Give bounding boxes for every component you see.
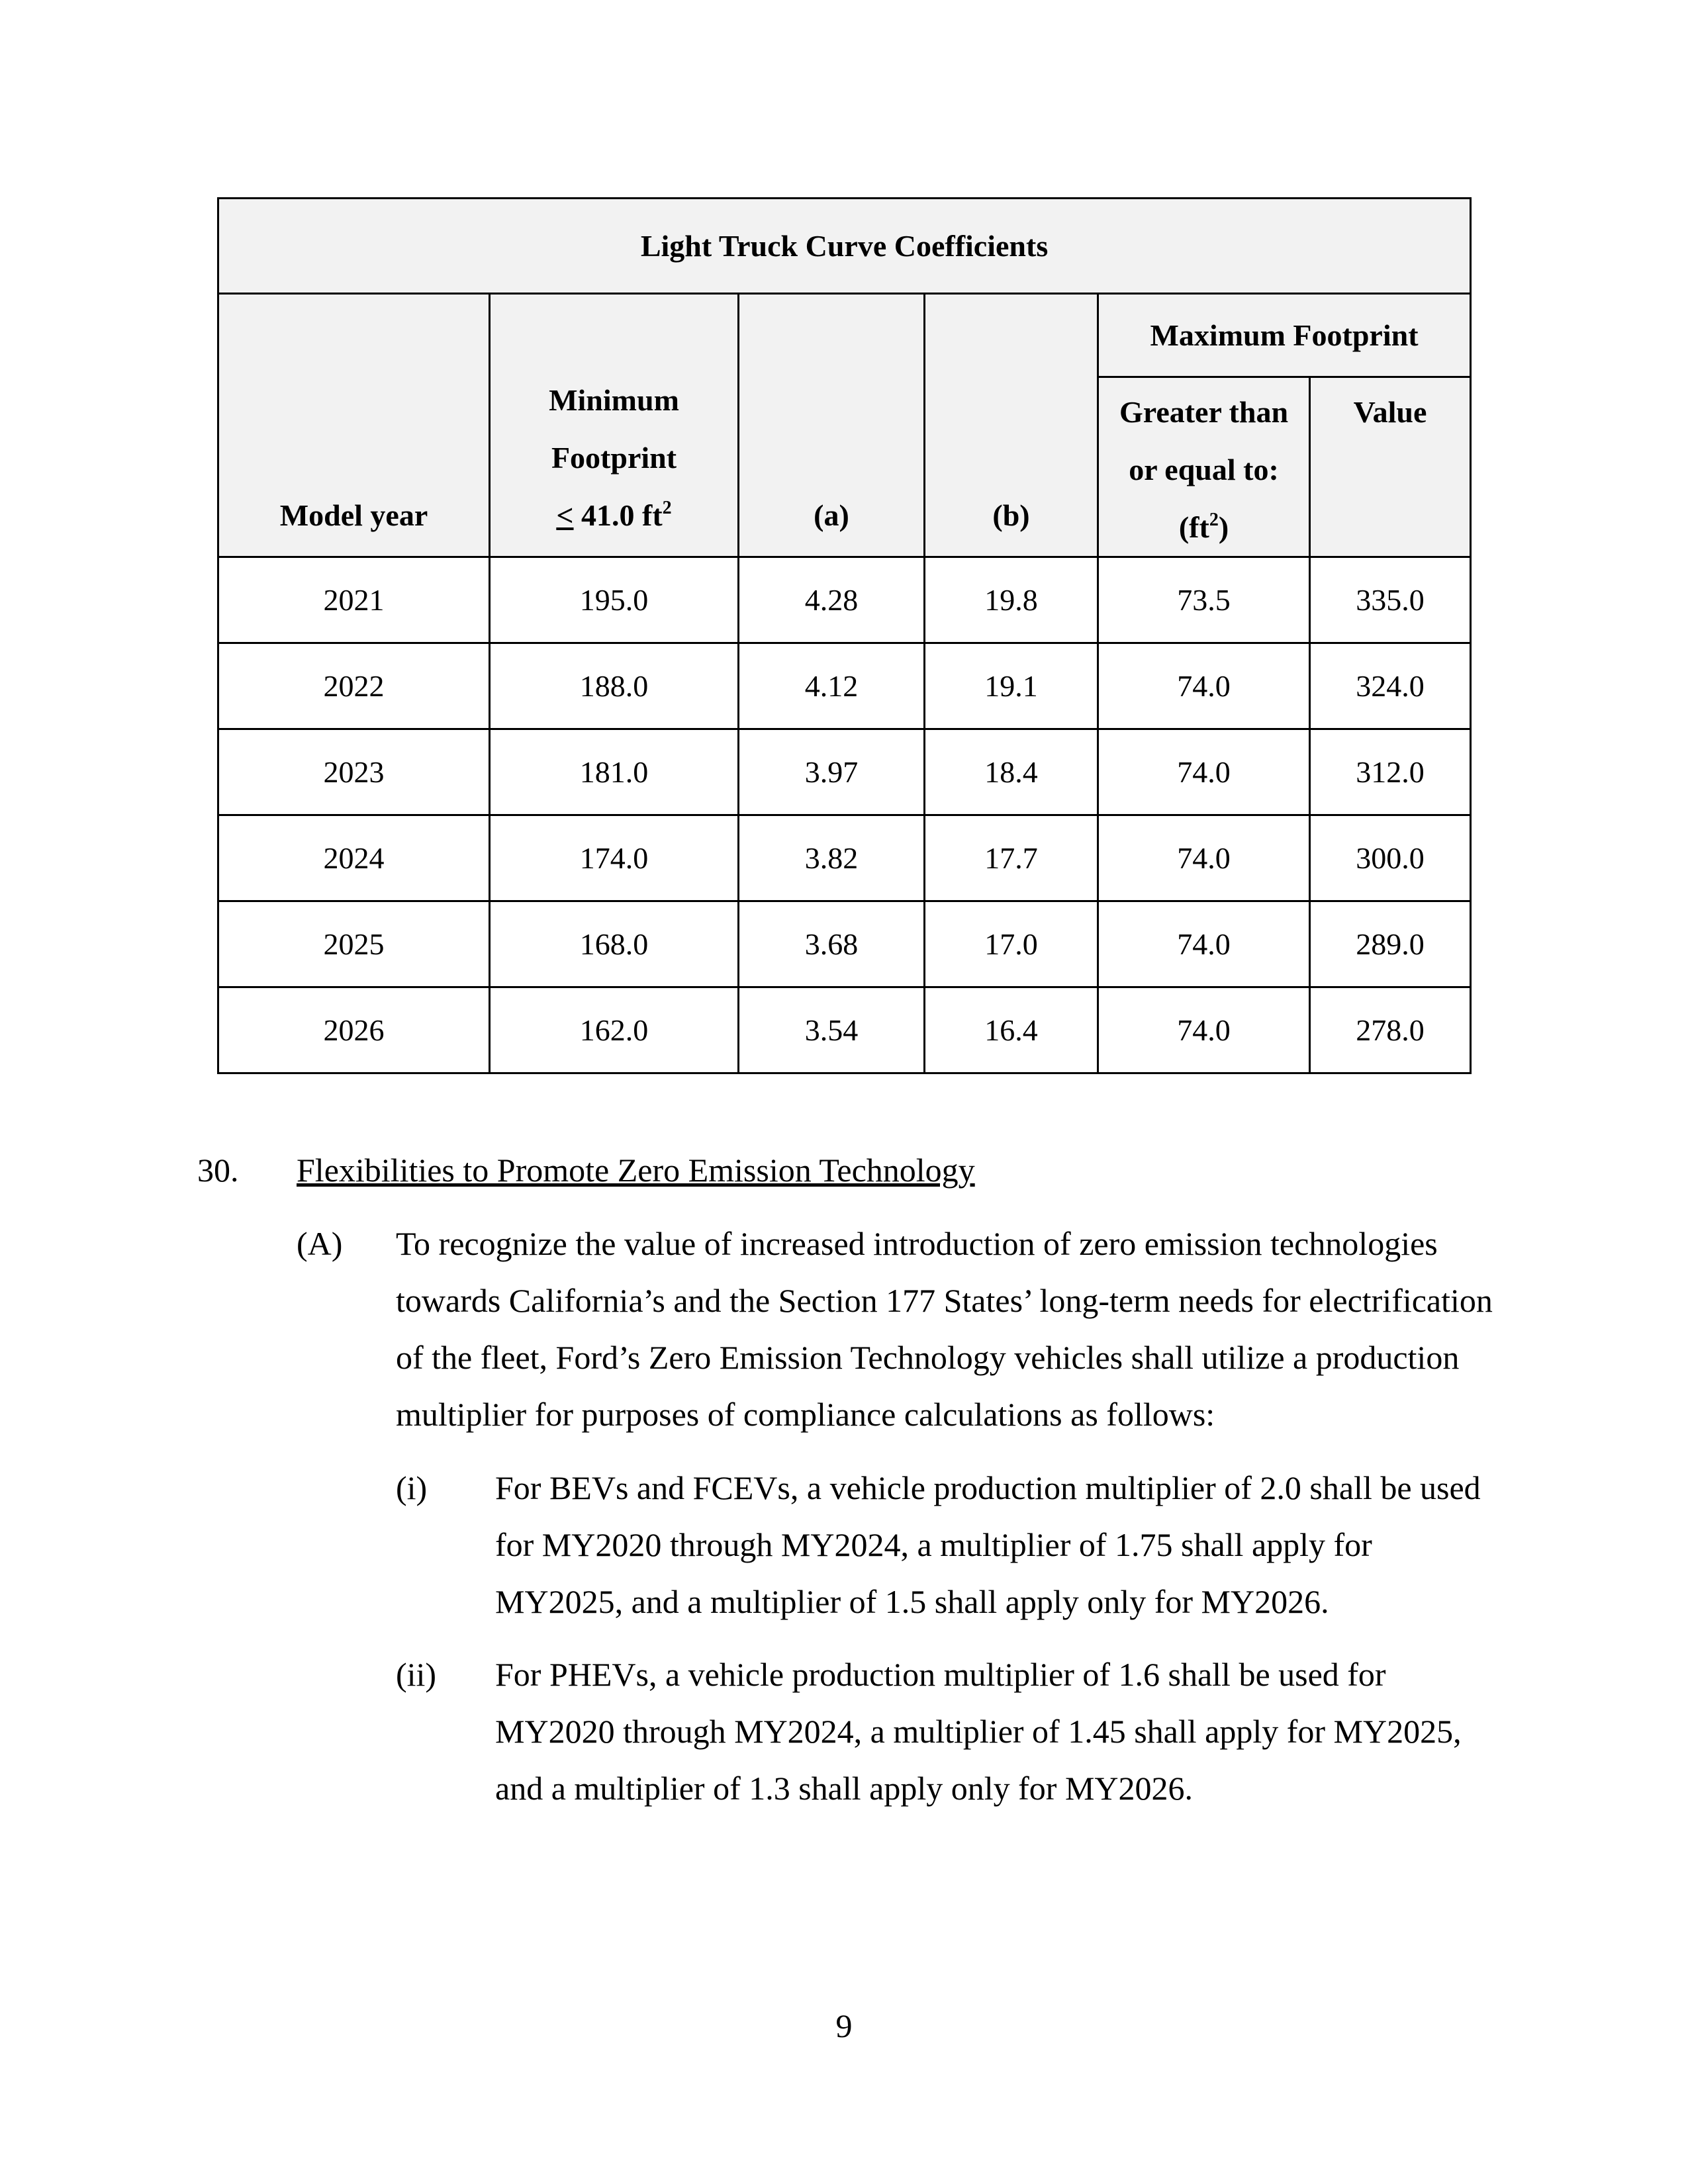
header-max-footprint: Maximum Footprint — [1098, 294, 1471, 377]
paragraph-a-text: To recognize the value of increased introduction of zero emission technologies towards California’s and the Section 177 States’ long-term needs for electrification of the fleet, Ford’s Zero Emission Technology vehicles shall utilize a production multiplier for purposes of compliance calculations as follows: — [396, 1225, 1493, 1433]
cell-b: 17.0 — [925, 901, 1098, 987]
cell-value: 324.0 — [1310, 643, 1471, 729]
cell-b: 17.7 — [925, 815, 1098, 901]
header-gte-unit-exp: 2 — [1209, 510, 1219, 530]
table-row — [218, 987, 1471, 1073]
header-a-label: (a) — [814, 498, 849, 532]
cell-gte: 74.0 — [1098, 729, 1310, 815]
cell-min: 188.0 — [490, 643, 739, 729]
cell-min: 168.0 — [490, 901, 739, 987]
cell-a: 3.82 — [739, 815, 925, 901]
header-min-footprint-symbol: < — [556, 498, 574, 532]
subparagraph-ii-text: For PHEVs, a vehicle production multiplier of 1.6 shall be used for MY2020 through MY2024, a multiplier of 1.45 shall apply for MY2025, and a multiplier of 1.3 shall apply only for MY2026. — [495, 1656, 1462, 1807]
header-min-footprint-value: 41.0 ft — [573, 498, 663, 532]
light-truck-coefficients-table — [217, 197, 1472, 1074]
header-value-label: Value — [1353, 395, 1427, 429]
table-row — [218, 729, 1471, 815]
header-gte — [1098, 377, 1310, 557]
cell-a: 3.97 — [739, 729, 925, 815]
header-gte-unit-close: ) — [1218, 510, 1229, 544]
cell-year: 2026 — [218, 987, 490, 1073]
table-row — [218, 901, 1471, 987]
cell-value: 300.0 — [1310, 815, 1471, 901]
header-min-footprint-line1: Minimum — [549, 383, 679, 417]
cell-a: 4.28 — [739, 557, 925, 643]
subparagraph-i-text: For BEVs and FCEVs, a vehicle production multiplier of 2.0 shall be used for MY2020 through MY2024, a multiplier of 1.75 shall apply for MY2025, and a multiplier of 1.5 shall apply only for MY2026. — [495, 1469, 1481, 1620]
cell-year: 2021 — [218, 557, 490, 643]
header-value — [1310, 377, 1471, 557]
cell-b: 18.4 — [925, 729, 1098, 815]
table-row — [218, 557, 1471, 643]
header-min-footprint-line2: Footprint — [551, 441, 677, 475]
table-title: Light Truck Curve Coefficients — [218, 199, 1471, 294]
cell-value: 289.0 — [1310, 901, 1471, 987]
table-header-row-1 — [218, 294, 1471, 377]
cell-gte: 73.5 — [1098, 557, 1310, 643]
cell-b: 19.1 — [925, 643, 1098, 729]
header-model-year-label: Model year — [279, 498, 428, 532]
header-model-year — [218, 294, 490, 557]
cell-a: 3.54 — [739, 987, 925, 1073]
cell-min: 174.0 — [490, 815, 739, 901]
table-title-row — [218, 199, 1471, 294]
header-gte-unit — [1099, 498, 1309, 556]
header-gte-unit-open: (ft — [1178, 510, 1209, 544]
cell-year: 2023 — [218, 729, 490, 815]
header-min-footprint — [490, 294, 739, 557]
cell-gte: 74.0 — [1098, 643, 1310, 729]
cell-a: 4.12 — [739, 643, 925, 729]
header-a — [739, 294, 925, 557]
cell-gte: 74.0 — [1098, 987, 1310, 1073]
cell-gte: 74.0 — [1098, 901, 1310, 987]
cell-year: 2025 — [218, 901, 490, 987]
subparagraph-ii-label: (ii) — [396, 1656, 437, 1693]
header-gte-line2: or equal to: — [1129, 453, 1279, 486]
table-row — [218, 643, 1471, 729]
cell-min: 162.0 — [490, 987, 739, 1073]
table-row — [218, 815, 1471, 901]
cell-b: 19.8 — [925, 557, 1098, 643]
cell-value: 278.0 — [1310, 987, 1471, 1073]
header-b-label: (b) — [992, 498, 1030, 532]
cell-year: 2024 — [218, 815, 490, 901]
page-number: 9 — [835, 2007, 853, 2044]
header-gte-line1: Greater than — [1119, 395, 1289, 429]
section-heading: Flexibilities to Promote Zero Emission Technology — [297, 1152, 975, 1189]
header-min-footprint-line3 — [491, 486, 737, 544]
header-b — [925, 294, 1098, 557]
cell-value: 312.0 — [1310, 729, 1471, 815]
cell-year: 2022 — [218, 643, 490, 729]
cell-value: 335.0 — [1310, 557, 1471, 643]
header-min-footprint-exp: 2 — [662, 498, 672, 518]
paragraph-a-label: (A) — [297, 1225, 343, 1262]
cell-b: 16.4 — [925, 987, 1098, 1073]
cell-min: 195.0 — [490, 557, 739, 643]
cell-min: 181.0 — [490, 729, 739, 815]
subparagraph-i-label: (i) — [396, 1469, 428, 1506]
section-number: 30. — [197, 1152, 239, 1189]
cell-a: 3.68 — [739, 901, 925, 987]
cell-gte: 74.0 — [1098, 815, 1310, 901]
